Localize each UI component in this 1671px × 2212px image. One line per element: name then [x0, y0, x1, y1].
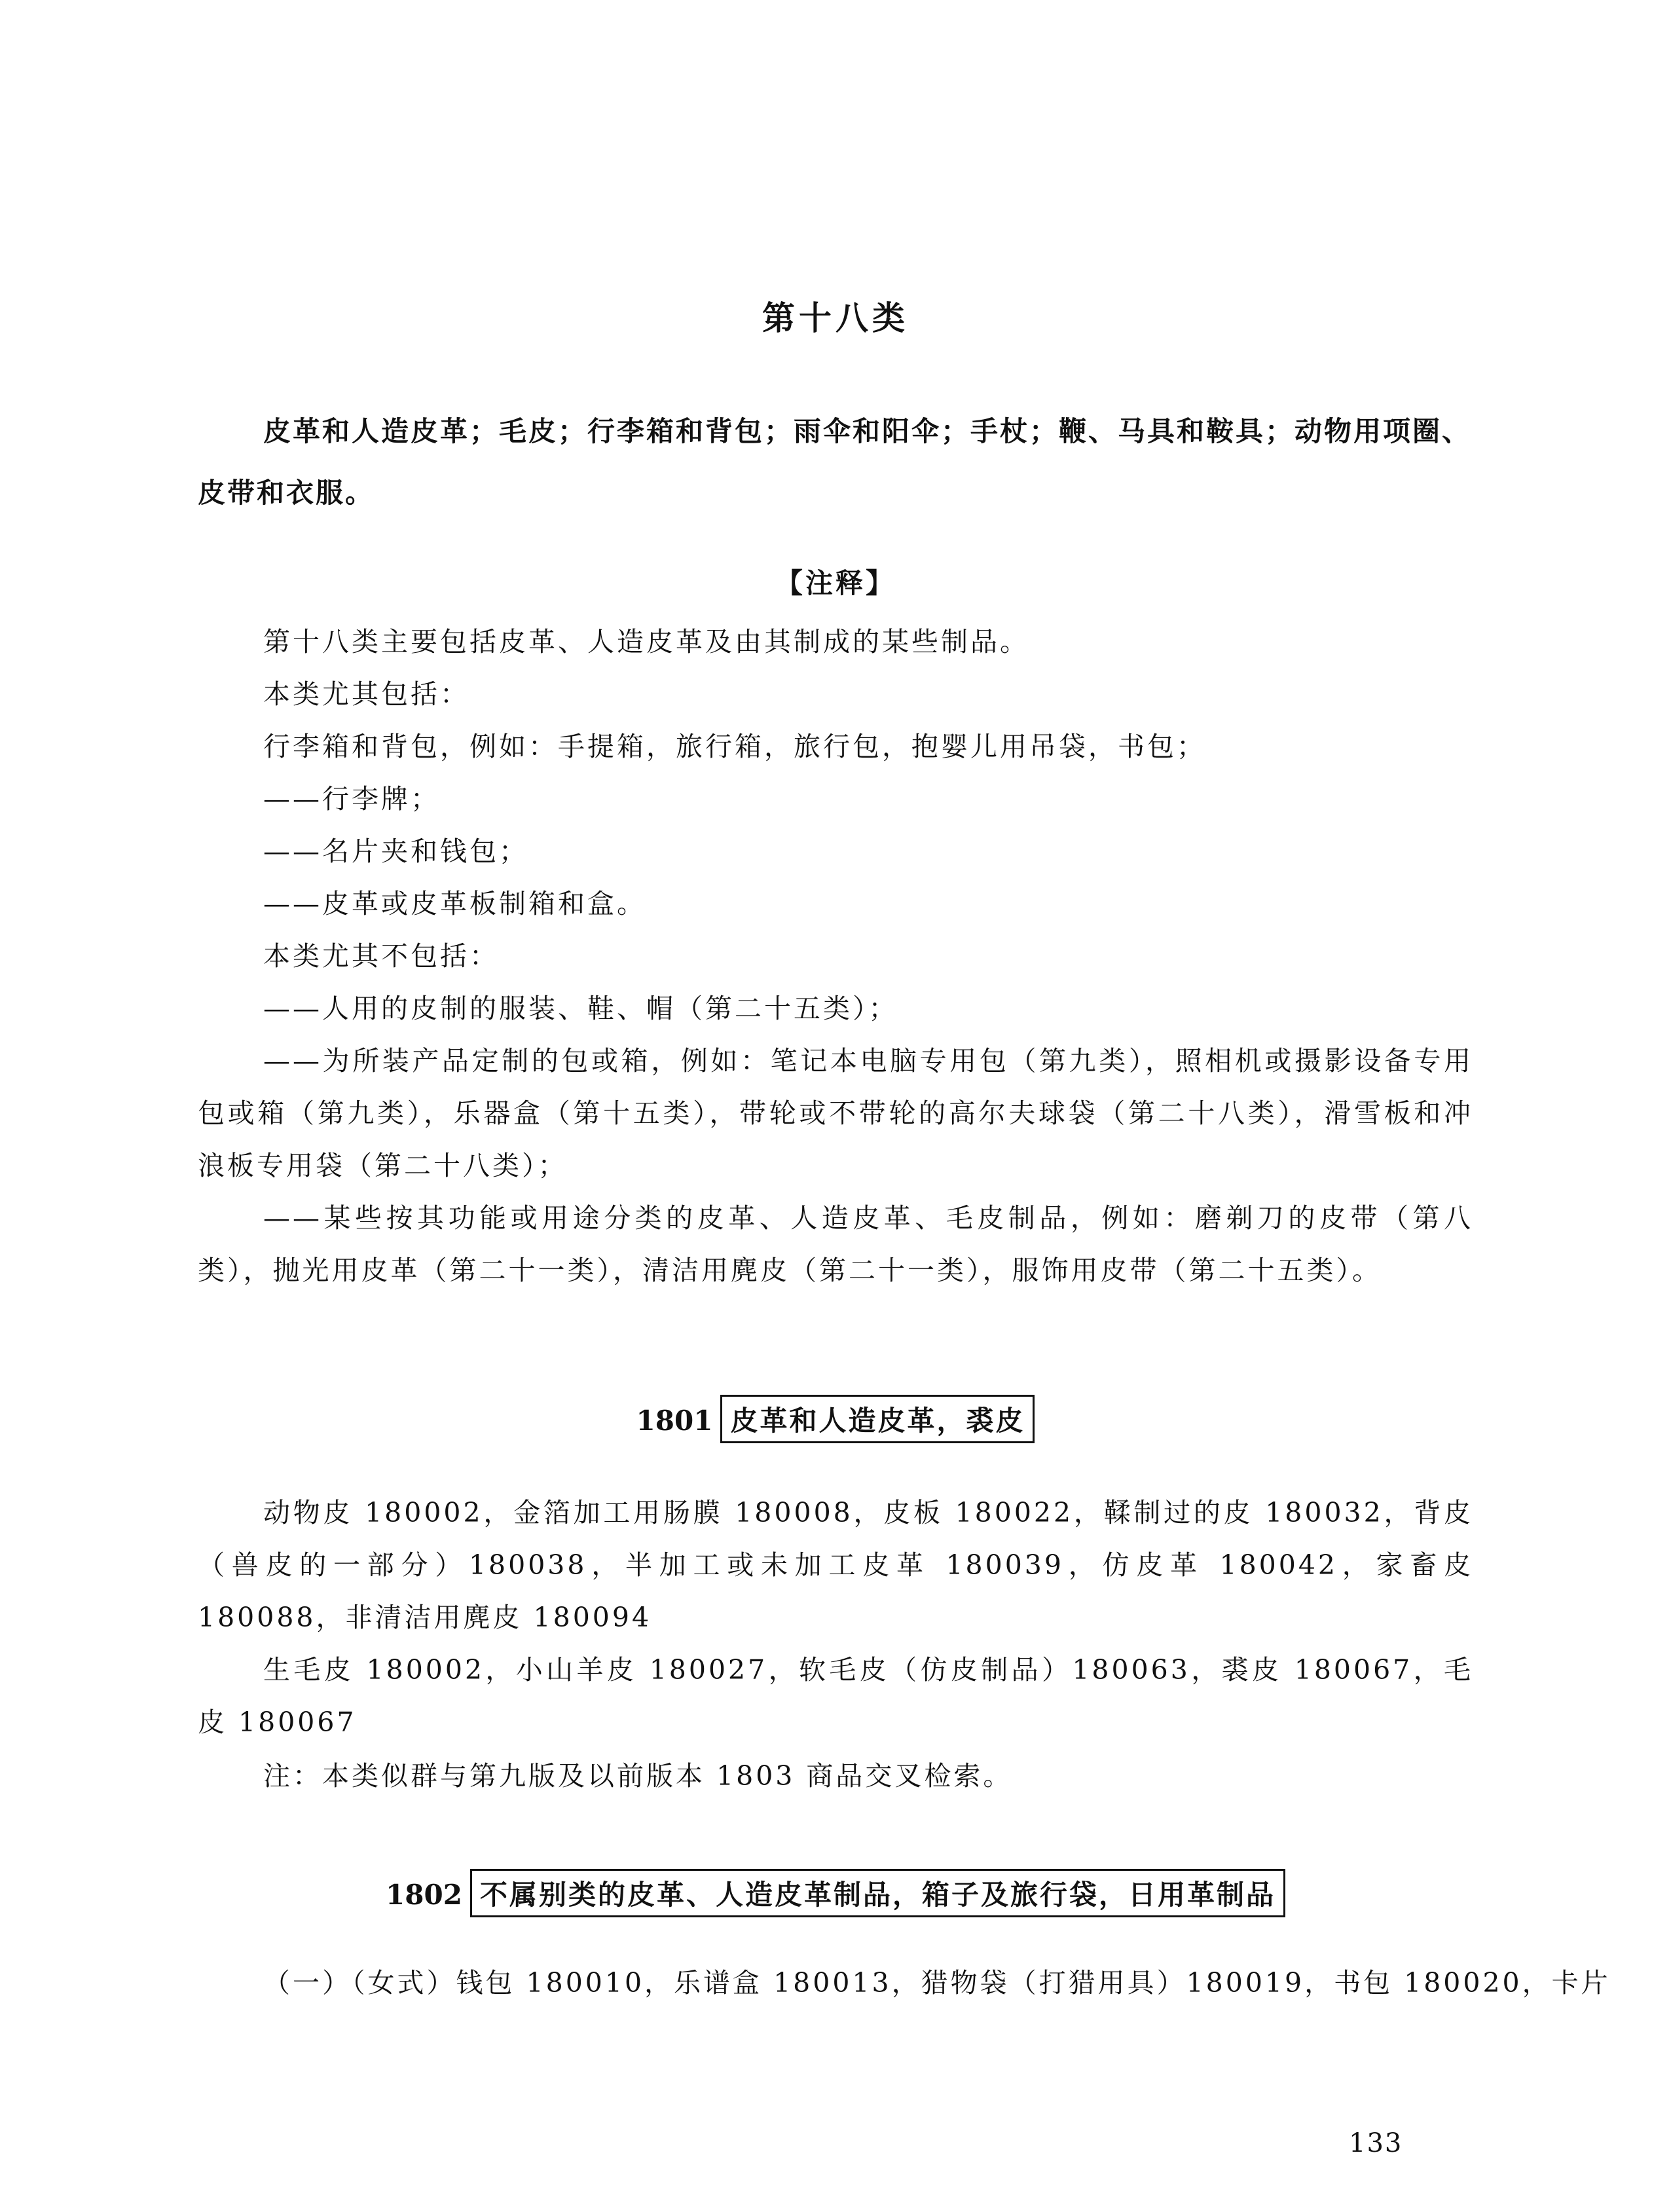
- group-1802-items-1: （一）（女式）钱包 180010，乐谱盒 180013，猎物袋（打猎用具）180019，书包 180020，卡片: [263, 1967, 1611, 1999]
- group-name-box: 皮革和人造皮革，裘皮: [720, 1395, 1035, 1443]
- notes-exclude-item: ——某些按其功能或用途分类的皮革、人造皮革、毛皮制品，例如：磨剃刀的皮带（第八类），抛光用皮革（第二十一类），清洁用麂皮（第二十一类），服饰用皮带（第二十五类）。: [198, 1202, 1473, 1286]
- group-code: 1802: [386, 1879, 462, 1911]
- notes-includes-label: 本类尤其包括：: [263, 678, 469, 710]
- class-heading: 皮革和人造皮革；毛皮；行李箱和背包；雨伞和阳伞；手杖；鞭、马具和鞍具；动物用项圈、皮带和衣服。: [198, 415, 1472, 509]
- group-1801-note: 注：本类似群与第九版及以前版本 1803 商品交叉检索。: [263, 1760, 1013, 1792]
- notes-intro: 第十八类主要包括皮革、人造皮革及由其制成的某些制品。: [263, 626, 1029, 657]
- group-name-box: 不属别类的皮革、人造皮革制品，箱子及旅行袋，日用革制品: [470, 1869, 1285, 1917]
- notes-include-item: ——皮革或皮革板制箱和盒。: [263, 888, 646, 919]
- notes-include-item: 行李箱和背包，例如：手提箱，旅行箱，旅行包，抱婴儿用吊袋，书包；: [263, 731, 1206, 762]
- notes-title: 【注释】: [775, 567, 896, 599]
- class-title: 第十八类: [762, 299, 909, 337]
- notes-exclude-item: ——为所装产品定制的包或箱，例如：笔记本电脑专用包（第九类），照相机或摄影设备专用包或箱（第九类），乐器盒（第十五类），带轮或不带轮的高尔夫球袋（第二十八类），滑雪板和冲浪板专用袋（第二十八类）；: [198, 1045, 1473, 1181]
- group-code: 1801: [636, 1405, 713, 1437]
- notes-excludes-label: 本类尤其不包括：: [263, 940, 499, 972]
- page-number: 133: [1349, 2128, 1403, 2158]
- group-heading-1801: [0, 1395, 1671, 1443]
- notes-exclude-item: ——人用的皮制的服装、鞋、帽（第二十五类）；: [263, 993, 898, 1024]
- group-heading-1802: [0, 1869, 1671, 1917]
- group-1801-items-2: 生毛皮 180002，小山羊皮 180027，软毛皮（仿皮制品）180063，裘皮 180067，毛皮 180067: [198, 1654, 1473, 1738]
- notes-include-item: ——行李牌；: [263, 783, 440, 815]
- group-1801-items-1: 动物皮 180002，金箔加工用肠膜 180008，皮板 180022，鞣制过的皮 180032，背皮（兽皮的一部分）180038，半加工或未加工皮革 180039，仿皮革 180042，家畜皮 180088，非清洁用麂皮 180094: [198, 1497, 1473, 1633]
- notes-include-item: ——名片夹和钱包；: [263, 836, 528, 867]
